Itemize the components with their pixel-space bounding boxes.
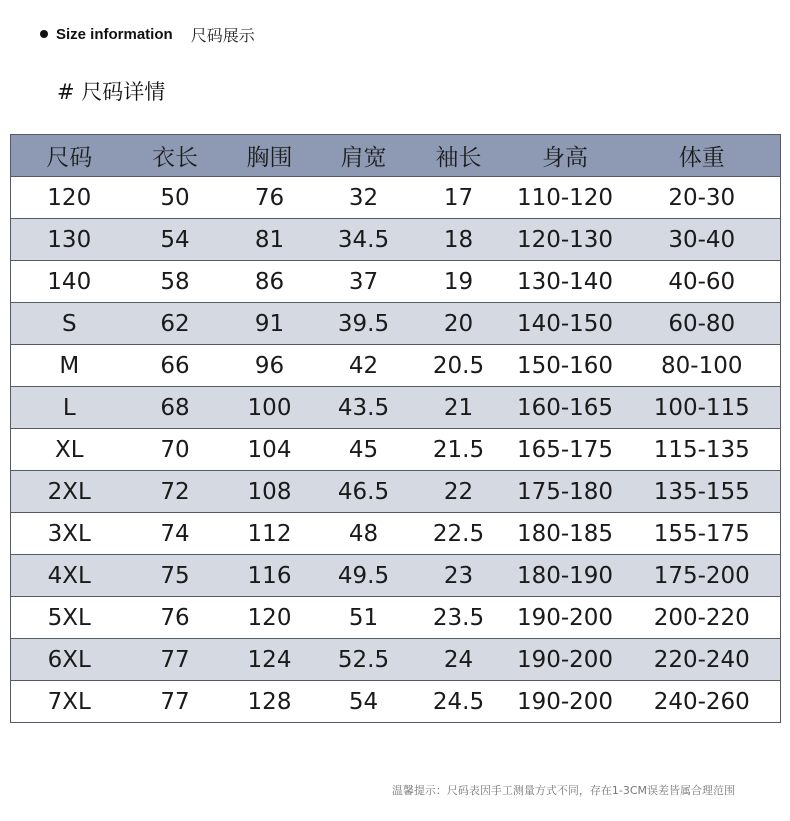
column-header: 袖长	[411, 135, 507, 177]
table-cell: 39.5	[317, 303, 411, 345]
table-cell: 62	[128, 303, 223, 345]
table-cell: 110-120	[507, 177, 624, 219]
table-cell: 72	[128, 471, 223, 513]
size-chart-table	[10, 134, 781, 723]
table-cell: 96	[223, 345, 317, 387]
column-header: 胸围	[223, 135, 317, 177]
table-cell: 180-190	[507, 555, 624, 597]
table-row	[11, 513, 781, 555]
table-cell: 49.5	[317, 555, 411, 597]
table-cell: 23	[411, 555, 507, 597]
table-row	[11, 219, 781, 261]
table-cell: 220-240	[624, 639, 781, 681]
table-row	[11, 555, 781, 597]
table-cell: 175-200	[624, 555, 781, 597]
table-cell: 86	[223, 261, 317, 303]
table-cell: 100	[223, 387, 317, 429]
table-cell: 54	[128, 219, 223, 261]
table-cell: 91	[223, 303, 317, 345]
table-cell: 3XL	[11, 513, 128, 555]
table-header	[11, 135, 781, 177]
table-cell: 20	[411, 303, 507, 345]
table-cell: 42	[317, 345, 411, 387]
table-cell: 124	[223, 639, 317, 681]
table-cell: 43.5	[317, 387, 411, 429]
table-cell: 120	[223, 597, 317, 639]
table-cell: 21	[411, 387, 507, 429]
table-cell: 2XL	[11, 471, 128, 513]
table-cell: 130-140	[507, 261, 624, 303]
table-row	[11, 639, 781, 681]
table-cell: 6XL	[11, 639, 128, 681]
table-header-row	[11, 135, 781, 177]
table-cell: 128	[223, 681, 317, 723]
table-cell: 130	[11, 219, 128, 261]
section-title-en: Size information	[56, 25, 173, 43]
table-cell: 51	[317, 597, 411, 639]
table-cell: 66	[128, 345, 223, 387]
table-cell: 175-180	[507, 471, 624, 513]
table-cell: 120-130	[507, 219, 624, 261]
table-cell: 140-150	[507, 303, 624, 345]
column-header: 尺码	[11, 135, 128, 177]
table-cell: 160-165	[507, 387, 624, 429]
table-cell: 77	[128, 681, 223, 723]
table-cell: 74	[128, 513, 223, 555]
table-cell: 46.5	[317, 471, 411, 513]
table-body	[11, 177, 781, 723]
column-header: 肩宽	[317, 135, 411, 177]
section-header	[40, 22, 255, 46]
table-cell: M	[11, 345, 128, 387]
column-header: 体重	[624, 135, 781, 177]
table-cell: 190-200	[507, 597, 624, 639]
table-cell: 20.5	[411, 345, 507, 387]
table-cell: 115-135	[624, 429, 781, 471]
table-cell: 76	[128, 597, 223, 639]
table-cell: 4XL	[11, 555, 128, 597]
table-cell: 45	[317, 429, 411, 471]
table-cell: 22.5	[411, 513, 507, 555]
table-cell: 81	[223, 219, 317, 261]
table-cell: 116	[223, 555, 317, 597]
column-header: 身高	[507, 135, 624, 177]
table-row	[11, 303, 781, 345]
column-header: 衣长	[128, 135, 223, 177]
table-cell: 140	[11, 261, 128, 303]
table-cell: 77	[128, 639, 223, 681]
table-cell: 75	[128, 555, 223, 597]
table-cell: 48	[317, 513, 411, 555]
table-cell: 135-155	[624, 471, 781, 513]
table-cell: 104	[223, 429, 317, 471]
table-cell: 100-115	[624, 387, 781, 429]
table-cell: 200-220	[624, 597, 781, 639]
table-cell: L	[11, 387, 128, 429]
table-cell: 120	[11, 177, 128, 219]
table-cell: 108	[223, 471, 317, 513]
table-row	[11, 471, 781, 513]
table-cell: 24	[411, 639, 507, 681]
table-cell: 240-260	[624, 681, 781, 723]
table-cell: 5XL	[11, 597, 128, 639]
table-cell: 50	[128, 177, 223, 219]
table-cell: 155-175	[624, 513, 781, 555]
table-cell: 17	[411, 177, 507, 219]
table-cell: 7XL	[11, 681, 128, 723]
table-cell: 58	[128, 261, 223, 303]
table-cell: 21.5	[411, 429, 507, 471]
table-cell: 54	[317, 681, 411, 723]
size-tip-note: 温馨提示：尺码表因手工测量方式不同，存在1-3CM误差皆属合理范围	[391, 784, 735, 797]
table-cell: 190-200	[507, 639, 624, 681]
table-cell: 112	[223, 513, 317, 555]
table-cell: 34.5	[317, 219, 411, 261]
table-cell: 23.5	[411, 597, 507, 639]
size-details-heading: # 尺码详情	[57, 80, 166, 104]
table-row	[11, 261, 781, 303]
table-cell: 18	[411, 219, 507, 261]
table-row	[11, 597, 781, 639]
table-cell: 37	[317, 261, 411, 303]
table-cell: 20-30	[624, 177, 781, 219]
table-cell: XL	[11, 429, 128, 471]
table-cell: 150-160	[507, 345, 624, 387]
section-title-cn: 尺码展示	[190, 25, 255, 45]
table-cell: 19	[411, 261, 507, 303]
table-cell: 40-60	[624, 261, 781, 303]
table-cell: 76	[223, 177, 317, 219]
table-cell: 70	[128, 429, 223, 471]
table-cell: 32	[317, 177, 411, 219]
table-cell: 60-80	[624, 303, 781, 345]
table-cell: 180-185	[507, 513, 624, 555]
bullet-icon	[40, 30, 48, 38]
table-cell: 24.5	[411, 681, 507, 723]
table-cell: S	[11, 303, 128, 345]
table-cell: 165-175	[507, 429, 624, 471]
table-row	[11, 345, 781, 387]
table-row	[11, 429, 781, 471]
table-cell: 52.5	[317, 639, 411, 681]
table-cell: 30-40	[624, 219, 781, 261]
table-cell: 22	[411, 471, 507, 513]
table-row	[11, 681, 781, 723]
table-cell: 68	[128, 387, 223, 429]
table-cell: 80-100	[624, 345, 781, 387]
table-row	[11, 387, 781, 429]
table-cell: 190-200	[507, 681, 624, 723]
table-row	[11, 177, 781, 219]
